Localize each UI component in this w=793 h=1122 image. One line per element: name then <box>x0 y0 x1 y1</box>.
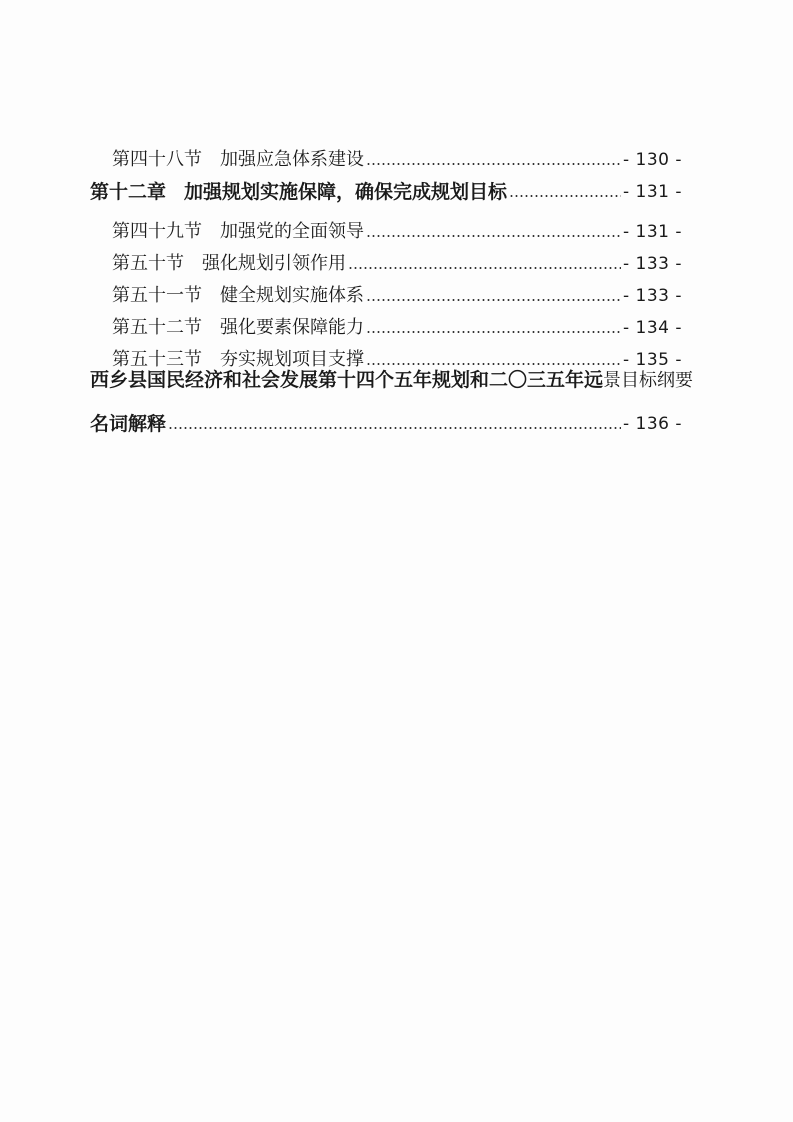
toc-leader-dots <box>366 330 621 334</box>
toc-entry[interactable] <box>90 212 682 244</box>
toc-entry[interactable] <box>90 276 682 308</box>
toc-entry-title: 健全规划实施体系 <box>220 285 364 306</box>
toc-leader-dots <box>509 194 621 198</box>
toc-chapter-page: - 131 - <box>622 182 682 202</box>
toc-entry-title: 加强党的全面领导 <box>220 221 364 242</box>
toc-appendix-title[interactable] <box>90 368 694 393</box>
toc-entry-number: 第四十九节 <box>112 221 202 242</box>
toc-appendix-page: - 136 - <box>622 414 682 434</box>
toc-leader-dots <box>366 234 621 238</box>
toc-entry-page: - 133 - <box>622 254 682 274</box>
toc-entry-number: 第五十一节 <box>112 285 202 306</box>
toc-entry-page: - 133 - <box>622 286 682 306</box>
toc-appendix-line[interactable] <box>90 404 682 436</box>
toc-entry-title: 强化规划引领作用 <box>202 253 346 274</box>
toc-entry[interactable] <box>90 308 682 340</box>
toc-appendix-title-tail: 景目标纲要 <box>603 370 694 391</box>
toc-entry-title: 加强应急体系建设 <box>220 149 364 170</box>
toc-entry[interactable] <box>90 244 682 276</box>
toc-chapter-title: 加强规划实施保障，确保完成规划目标 <box>184 181 508 203</box>
toc-entry-title: 夯实规划项目支撑 <box>220 349 364 370</box>
toc-leader-dots <box>366 298 621 302</box>
toc-entry-page: - 135 - <box>622 350 682 370</box>
toc-entry-page: - 131 - <box>622 222 682 242</box>
toc-entry-page: - 130 - <box>622 150 682 170</box>
toc-appendix-second-line: 名词解释 <box>90 413 167 435</box>
toc-appendix-title-bold: 西乡县国民经济和社会发展第十四个五年规划和二〇三五年远 <box>90 369 604 391</box>
toc-entry-title: 强化要素保障能力 <box>220 317 364 338</box>
toc-entry-number: 第五十节 <box>112 253 184 274</box>
toc-leader-dots <box>366 162 621 166</box>
toc-entry-number: 第五十二节 <box>112 317 202 338</box>
toc-leader-dots <box>168 426 621 430</box>
toc-entry[interactable] <box>90 140 682 172</box>
toc-chapter-number: 第十二章 <box>90 181 167 203</box>
toc-entry-number: 第四十八节 <box>112 149 202 170</box>
toc-chapter[interactable] <box>90 172 682 204</box>
toc-entry-page: - 134 - <box>622 318 682 338</box>
toc-leader-dots <box>366 362 621 366</box>
toc-entry-number: 第五十三节 <box>112 349 202 370</box>
toc-leader-dots <box>348 266 621 270</box>
